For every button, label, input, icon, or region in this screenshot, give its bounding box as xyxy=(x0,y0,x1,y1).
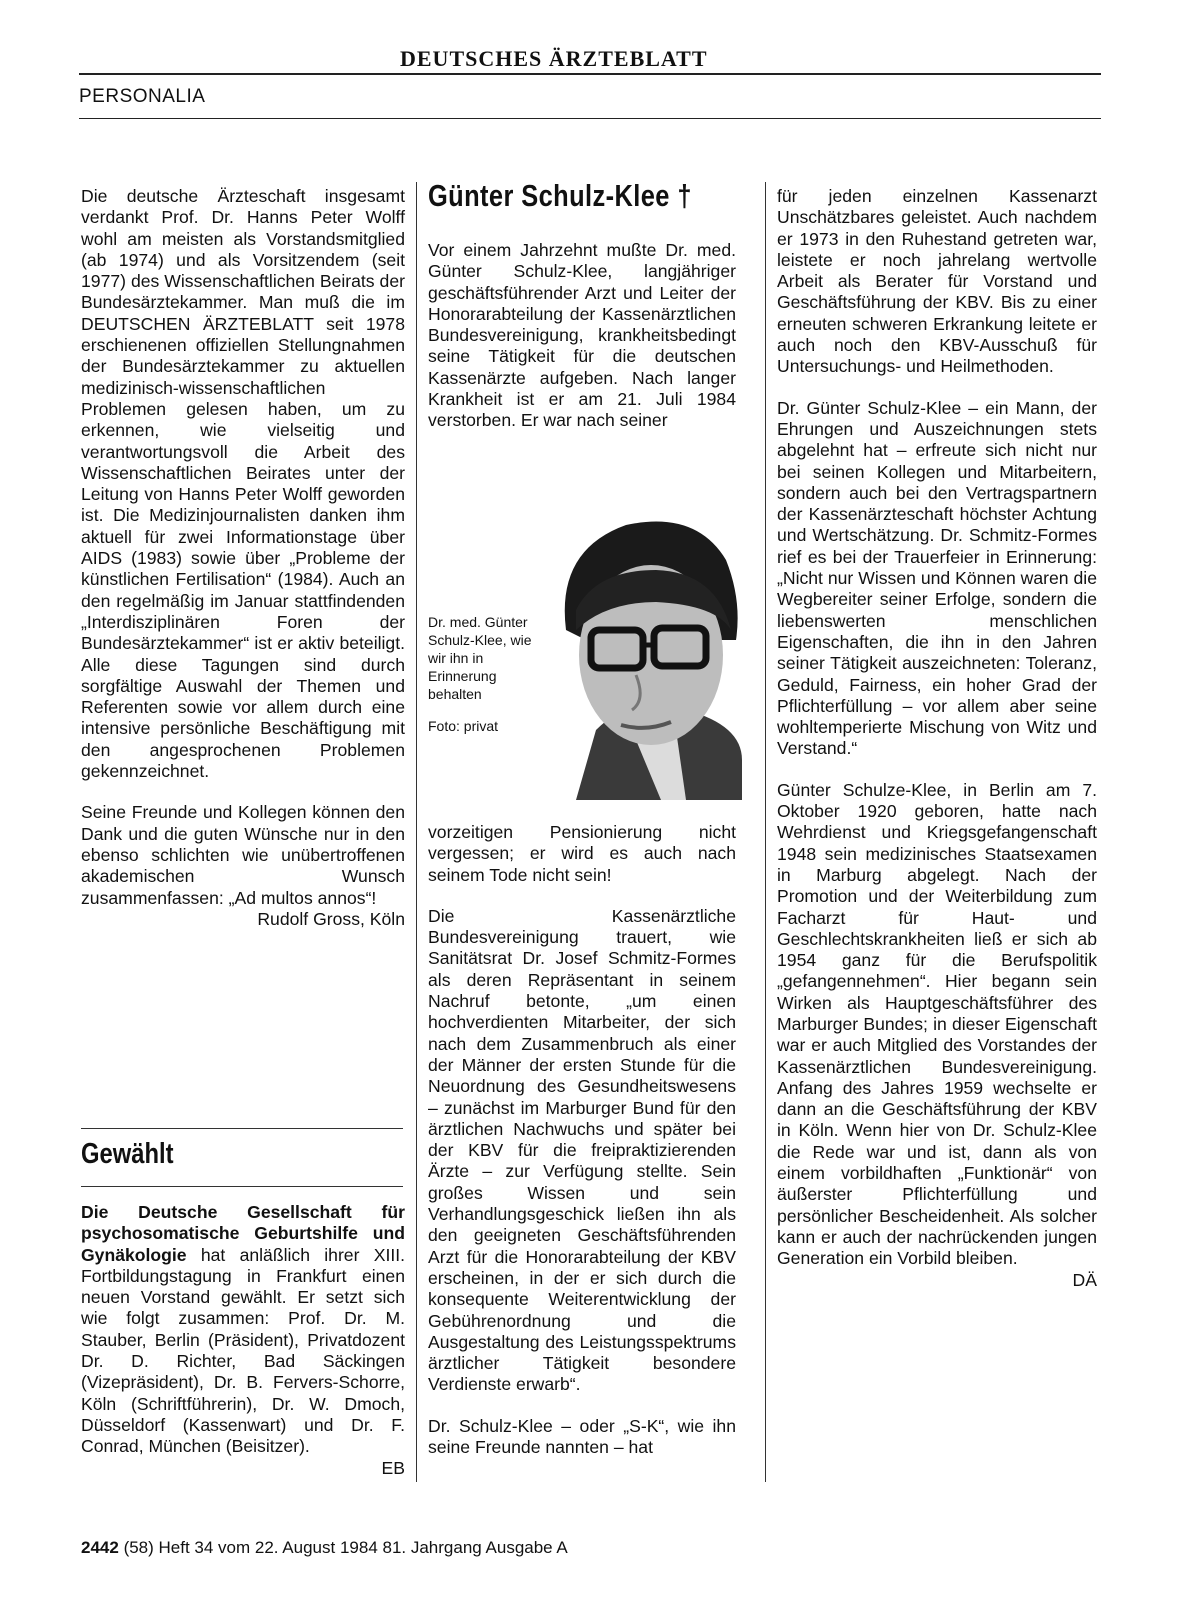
gewaehlt-lead: Die Deutsche Gesellschaft für psychosomatische Geburtshilfe und Gynäkologie xyxy=(81,1202,405,1265)
paragraph: für jeden einzelnen Kassenarzt Unschätzbares geleistet. Auch nachdem er 1973 in den Ruhestand getreten war, leistete er noch jahrelang wertvolle Arbeit als Berater für Vorstand und Geschäftsführung der KBV. Bis zu einer erneuten schweren Erkrankung leitete er auch noch den KBV-Ausschuß für Untersuchungs- und Heilmethoden. xyxy=(777,186,1097,377)
column-1 xyxy=(81,186,405,930)
gewaehlt-rule-bottom xyxy=(81,1186,403,1187)
page-number: 2442 xyxy=(81,1538,119,1557)
column-2-top xyxy=(428,240,736,452)
photo-caption xyxy=(428,613,538,749)
gewaehlt-rule-top xyxy=(81,1128,403,1129)
footer xyxy=(81,1538,568,1558)
gewaehlt-body xyxy=(81,1202,405,1479)
section-rule xyxy=(79,118,1101,119)
obituary-headline: Günter Schulz-Klee † xyxy=(428,178,692,213)
photo-credit: Foto: privat xyxy=(428,718,499,734)
paragraph: Vor einem Jahrzehnt mußte Dr. med. Günter Schulz-Klee, langjähriger geschäftsführender Arzt und Leiter der Honorarabteilung der Kassenärztlichen Bundesvereinigung, krankheitsbedingt seine Tätigkeit für die deutschen Kassenärzte aufgeben. Nach langer Krankheit ist er am 21. Juli 1984 verstorben. Er war nach seiner xyxy=(428,240,736,431)
issue-info: (58) Heft 34 vom 22. August 1984 81. Jahrgang Ausgabe A xyxy=(123,1538,568,1557)
column-divider xyxy=(416,182,417,1482)
column-2-bottom xyxy=(428,822,736,1478)
gewaehlt-heading: Gewählt xyxy=(81,1138,174,1170)
paragraph: Dr. Günter Schulz-Klee – ein Mann, der Ehrungen und Auszeichnungen stets abgelehnt hat – erfreute sich nicht nur bei seinen Kollegen und Mitarbeitern, sondern auch bei den Vertragspartnern der Kassenärzteschaft höchster Achtung und Wertschätzung. Dr. Schmitz-Formes rief es bei der Trauerfeier in Erinnerung: „Nicht nur Wissen und Können waren die Wegbereiter seiner Erfolge, sondern die liebenswerten menschlichen Eigenschaften, die ihn in den Jahren seiner Tätigkeit auszeichneten: Toleranz, Geduld, Fairness, ein hoher Grad der Pflichterfüllung – vor allem aber seine wohltemperierte Mischung von Witz und Verstand.“ xyxy=(777,397,1097,759)
signature: Rudolf Gross, Köln xyxy=(257,908,405,929)
caption-text: Dr. med. Günter Schulz-Klee, wie wir ihn in Erinnerung behalten xyxy=(428,614,532,702)
paragraph: Dr. Schulz-Klee – oder „S-K“, wie ihn seine Freunde nannten – hat xyxy=(428,1415,736,1458)
masthead: DEUTSCHES ÄRZTEBLATT xyxy=(400,46,708,71)
top-rule xyxy=(79,73,1101,75)
paragraph: vorzeitigen Pensionierung nicht vergessen; er wird es auch nach seinem Tode nicht sein! xyxy=(428,822,736,885)
portrait-photo xyxy=(536,510,742,800)
paragraph: Seine Freunde und Kollegen können den Dank und die guten Wünsche nur in den ebenso schlichten wie unübertroffenen akademischen Wunsch zusammenfassen: „Ad multos annos“! xyxy=(81,802,405,908)
paragraph: Günter Schulze-Klee, in Berlin am 7. Oktober 1920 geboren, hatte nach Wehrdienst und Kriegsgefangenschaft 1948 sein medizinisches Staatsexamen in Marburg abgelegt. Nach der Promotion und der Weiterbildung zum Facharzt für Haut- und Geschlechtskrankheiten ließ er sich ab 1954 ganz für die Berufspolitik „gefangennehmen“. Hier begann sein Wirken als Hauptgeschäftsführer des Marburger Bundes; in dieser Eigenschaft war er auch Mitglied des Vorstandes der Kassenärztlichen Bundesvereinigung. Anfang des Jahres 1959 wechselte er dann an die Geschäftsführung der KBV in Köln. Wenn hier von Dr. Schulz-Klee die Rede war und ist, dann als von einem vorbildhaften „Funktionär“ von äußerster Pflichterfüllung und persönlicher Bescheidenheit. Als solcher kann er auch der nachrückenden jungen Generation ein Vorbild bleiben. xyxy=(777,779,1097,1269)
gewaehlt-sign: EB xyxy=(381,1457,405,1478)
section-title: PERSONALIA xyxy=(79,86,206,107)
column-3 xyxy=(777,186,1097,1291)
col3-sign: DÄ xyxy=(1072,1269,1097,1290)
paragraph: Die deutsche Ärzteschaft insgesamt verdankt Prof. Dr. Hanns Peter Wolff wohl am meisten als Vorstandsmitglied (ab 1974) und als Vorsitzendem (seit 1977) des Wissenschaftlichen Beirats der Bundesärztekammer. Man muß die im DEUTSCHEN ÄRZTEBLATT seit 1978 erschienenen offiziellen Stellungnahmen der Bundesärztekammer zu aktuellen medizinisch-wissenschaftlichen Problemen gelesen haben, um zu erkennen, wie vielseitig und verantwortungsvoll die Arbeit des Wissenschaftlichen Beirates unter der Leitung von Hanns Peter Wolff geworden ist. Die Medizinjournalisten danken ihm aktuell für zwei Informationstage über AIDS (1983) sowie über „Probleme der künstlichen Fertilisation“ (1984). Auch an den regelmäßig im Januar stattfindenden „Interdisziplinären Foren der Bundesärztekammer“ ist er aktiv beteiligt. Alle diese Tagungen sind durch sorgfältige Auswahl der Themen und Referenten sowie vor allem durch eine intensive persönliche Beschäftigung mit den angesprochenen Problemen gekennzeichnet. xyxy=(81,186,405,782)
column-divider xyxy=(765,182,766,1482)
paragraph: Die Kassenärztliche Bundesvereinigung trauert, wie Sanitätsrat Dr. Josef Schmitz-Formes als deren Repräsentant in seinem Nachruf betonte, „um einen hochverdienten Mitarbeiter, der sich nach dem Zusammenbruch als einer der Männer der ersten Stunde für die Neuordnung des Gesundheitswesens – zunächst im Marburger Bund für den ärztlichen Nachwuchs und später bei der KBV für die freipraktizierenden Ärzte – zur Verfügung stellte. Sein großes Wissen und sein Verhandlungsgeschick ließen ihn als den geeigneten Geschäftsführenden Arzt für die Honorarabteilung der KBV erscheinen, in der er sich durch die konsequente Weiterentwicklung der Gebührenordnung und die Ausgestaltung des Leistungsspektrums ärztlicher Tätigkeit besondere Verdienste erwarb“. xyxy=(428,905,736,1395)
gewaehlt-text: hat anläßlich ihrer XIII. Fortbildungstagung in Frankfurt einen neuen Vorstand gewählt. Er setzt sich wie folgt zusammen: Prof. Dr. M. Stauber, Berlin (Präsident), Privatdozent Dr. D. Richter, Bad Säckingen (Vizepräsident), Dr. B. Fervers-Schorre, Köln (Schriftführerin), Dr. W. Dmoch, Düsseldorf (Kassenwart) und Dr. F. Conrad, München (Beisitzer). xyxy=(81,1244,405,1457)
